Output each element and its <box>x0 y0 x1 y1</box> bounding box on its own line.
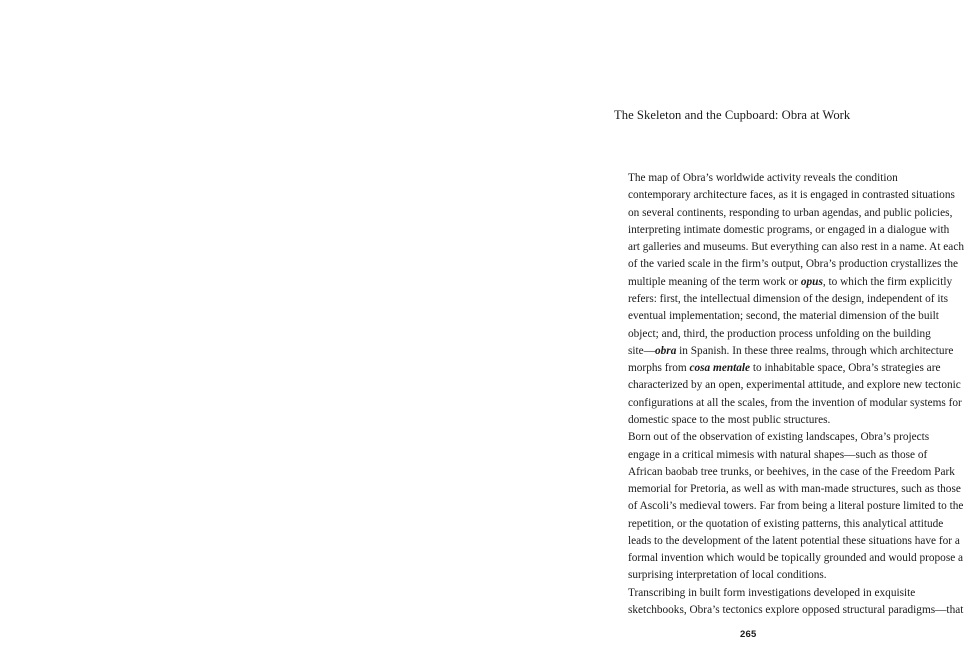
text-line <box>614 291 948 308</box>
paragraph <box>614 429 964 585</box>
text-line <box>614 533 960 550</box>
text-line <box>614 239 964 256</box>
text-line <box>614 308 939 325</box>
text-segment: repetition, or the quotation of existing patterns, this analytical attitude <box>628 517 944 530</box>
text-segment: contemporary architecture faces, as it is engaged in contrasted situations <box>628 189 955 202</box>
emphasized-term: cosa mentale <box>689 362 751 375</box>
text-line <box>614 429 930 446</box>
text-segment: configurations at all the scales, from the invention of modular systems for <box>628 396 962 409</box>
text-line <box>614 222 950 239</box>
text-segment: to inhabitable space, Obra’s strategies are <box>750 362 941 375</box>
text-segment: of Ascoli’s medieval towers. Far from being a literal posture limited to the <box>628 500 964 513</box>
text-segment: , to which the firm explicitly <box>822 275 953 288</box>
text-segment: morphs from <box>628 362 690 375</box>
chapter-title: The Skeleton and the Cupboard: Obra at Work <box>614 108 851 122</box>
text-segment: art galleries and museums. But everything can also rest in a name. At each <box>628 241 964 254</box>
text-segment: characterized by an open, experimental attitude, and explore new tectonic <box>628 379 961 392</box>
text-segment: engage in a critical mimesis with natural shapes—such as those of <box>628 448 928 461</box>
text-line <box>614 585 924 602</box>
text-line <box>614 326 931 343</box>
text-line <box>614 481 961 498</box>
text-segment: surprising interpretation of local conditions. <box>628 569 827 582</box>
text-segment: domestic space to the most public structures. <box>628 413 831 426</box>
emphasized-term: obra <box>655 344 677 357</box>
text-line <box>614 377 961 394</box>
text-line <box>614 256 959 273</box>
text-segment: eventual implementation; second, the material dimension of the built <box>628 310 939 323</box>
text-segment: memorial for Pretoria, as well as with man-made structures, such as those <box>628 483 961 496</box>
text-segment: formal invention which would be topically grounded and would propose a <box>628 552 964 565</box>
text-line <box>614 187 955 204</box>
text-segment: The map of Obra’s worldwide activity reveals the condition <box>628 172 898 184</box>
text-segment: Transcribing in built form investigations developed in exquisite <box>628 586 916 599</box>
text-segment: sketchbooks, Obra’s tectonics explore opposed structural paradigms—that <box>628 604 964 617</box>
text-segment: of the varied scale in the firm’s output, Obra’s production crystallizes the <box>628 258 959 271</box>
text-segment: site— <box>628 344 655 357</box>
text-line <box>614 498 964 515</box>
text-line <box>614 205 953 222</box>
text-segment: in Spanish. In these three realms, through which architecture <box>676 344 954 357</box>
text-segment: Born out of the observation of existing landscapes, Obra’s projects <box>628 431 930 444</box>
paragraph <box>614 585 964 620</box>
text-line <box>614 360 941 377</box>
text-line <box>614 516 944 533</box>
text-line <box>614 395 962 412</box>
text-line <box>614 550 964 567</box>
page-number: 265 <box>740 629 757 640</box>
body-text <box>614 170 964 619</box>
text-segment: interpreting intimate domestic programs, or engaged in a dialogue with <box>628 223 950 236</box>
text-line <box>614 343 954 360</box>
text-segment: refers: first, the intellectual dimension of the design, independent of its <box>628 292 948 305</box>
emphasized-term: opus <box>800 275 823 288</box>
text-line <box>614 602 964 619</box>
text-segment: object; and, third, the production process unfolding on the building <box>628 327 931 340</box>
text-segment: on several continents, responding to urban agendas, and public policies, <box>628 206 953 219</box>
paragraph <box>614 170 964 429</box>
text-line <box>614 412 924 429</box>
text-segment: leads to the development of the latent potential these situations have for a <box>628 534 960 547</box>
text-segment: African baobab tree trunks, or beehives, in the case of the Freedom Park <box>628 465 955 478</box>
text-segment: multiple meaning of the term work or <box>628 275 801 288</box>
text-line <box>614 567 924 584</box>
text-line <box>614 274 953 291</box>
text-line <box>614 447 928 464</box>
text-line <box>614 170 924 187</box>
text-line <box>614 464 955 481</box>
